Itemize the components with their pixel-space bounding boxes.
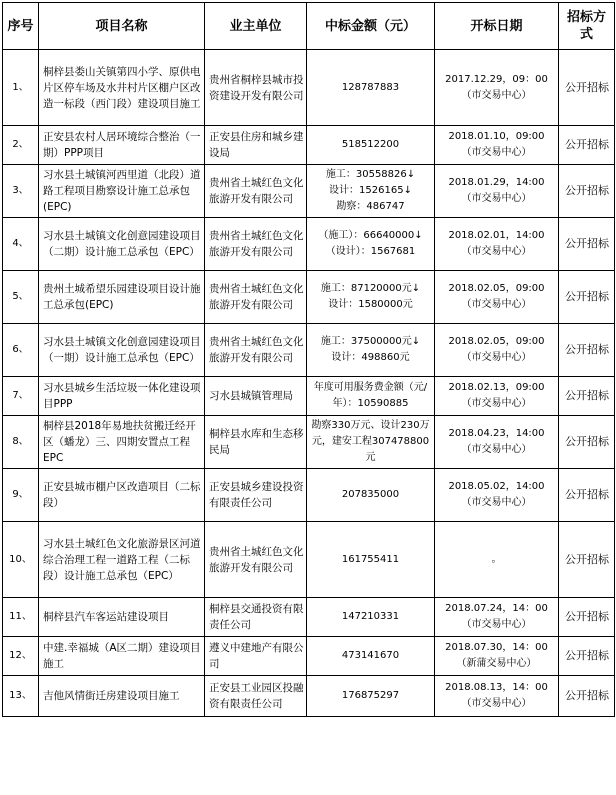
tender-method: 公开招标	[559, 324, 615, 377]
table-header	[3, 3, 615, 50]
row-index: 12、	[3, 637, 39, 676]
owner-unit: 习水县城镇管理局	[205, 377, 307, 416]
bid-amount-line: 施工：30558826↓	[325, 169, 416, 180]
owner-unit: 贵州省土城红色文化旅游开发有限公司	[205, 324, 307, 377]
table-row	[3, 676, 615, 717]
owner-unit: 桐梓县水库和生态移民局	[205, 416, 307, 469]
project-name: 习水县城乡生活垃圾一体化建设项目PPP	[39, 377, 205, 416]
project-name: 桐梓县娄山关镇第四小学、原供电片区停车场及水井村片区棚户区改造一标段（西门段）建设项目施工	[39, 50, 205, 126]
opening-date-line: 2018.04.23，14:00	[448, 428, 545, 439]
row-index: 9、	[3, 469, 39, 522]
bid-amount-line: 518512200	[341, 139, 400, 150]
bid-amount-line: 147210331	[341, 611, 400, 622]
bid-amount-line: 161755411	[341, 553, 400, 565]
opening-date	[435, 676, 559, 717]
table-row	[3, 522, 615, 598]
opening-date-line: 2017.12.29，09：00	[445, 73, 548, 85]
opening-date-line: （新蒲交易中心）	[456, 658, 537, 669]
opening-date-line: （市交易中心）	[461, 444, 532, 455]
row-index: 3、	[3, 165, 39, 218]
owner-unit: 贵州省土城红色文化旅游开发有限公司	[205, 165, 307, 218]
project-name: 习水县土城镇文化创意园建设项目（一期）设计施工总承包（EPC）	[39, 324, 205, 377]
opening-date-line: 2018.02.01，14:00	[448, 230, 545, 241]
row-index: 13、	[3, 676, 39, 717]
opening-date	[435, 165, 559, 218]
project-name: 桐梓县2018年易地扶贫搬迁经开区（蟠龙）三、四期安置点工程 EPC	[39, 416, 205, 469]
opening-date-line: 2018.07.24，14：00	[445, 603, 548, 614]
tender-method: 公开招标	[559, 598, 615, 637]
row-index: 4、	[3, 218, 39, 271]
row-index: 6、	[3, 324, 39, 377]
bid-amount-line: 设计：498860元	[331, 352, 410, 363]
bid-amount	[307, 50, 435, 126]
owner-unit: 正安县工业园区投融资有限责任公司	[205, 676, 307, 717]
bid-amount	[307, 598, 435, 637]
opening-date-line: 2018.01.10，09:00	[448, 131, 545, 142]
tender-method: 公开招标	[559, 637, 615, 676]
owner-unit: 正安县住房和城乡建设局	[205, 126, 307, 165]
tender-method: 公开招标	[559, 165, 615, 218]
opening-date-line: （市交易中心）	[461, 299, 532, 310]
row-index: 1、	[3, 50, 39, 126]
opening-date-line: （市交易中心）	[461, 147, 532, 158]
table-row	[3, 165, 615, 218]
bid-amount	[307, 165, 435, 218]
opening-date	[435, 377, 559, 416]
opening-date	[435, 218, 559, 271]
header-opening-date: 开标日期	[435, 3, 559, 50]
bid-amount	[307, 324, 435, 377]
project-name: 贵州土城希望乐园建设项目设计施工总承包(EPC)	[39, 271, 205, 324]
opening-date-line: （市交易中心）	[461, 398, 532, 409]
opening-date	[435, 637, 559, 676]
opening-date-line: 2018.01.29，14:00	[448, 177, 545, 188]
table-row	[3, 218, 615, 271]
table-row	[3, 324, 615, 377]
tender-method: 公开招标	[559, 416, 615, 469]
bid-amount-line: 128787883	[341, 81, 400, 93]
opening-date-line: （市交易中心）	[461, 246, 532, 257]
bid-amount-line: 施工：37500000元↓	[320, 336, 421, 347]
row-index: 7、	[3, 377, 39, 416]
tender-method: 公开招标	[559, 126, 615, 165]
bid-amount-line: 473141670	[341, 650, 400, 661]
tender-method: 公开招标	[559, 676, 615, 717]
tender-method: 公开招标	[559, 522, 615, 598]
header-tender-method: 招标方式	[559, 3, 615, 50]
row-index: 8、	[3, 416, 39, 469]
bid-amount-line: 施工：87120000元↓	[320, 283, 421, 294]
table-body	[3, 50, 615, 717]
project-name: 桐梓县汽车客运站建设项目	[39, 598, 205, 637]
bid-amount	[307, 637, 435, 676]
table-row	[3, 377, 615, 416]
opening-date-line: 。	[491, 553, 502, 565]
table-row	[3, 271, 615, 324]
project-name: 习水县土城红色文化旅游景区河道综合治理工程一道路工程（二标段）设计施工总承包（EPC）	[39, 522, 205, 598]
opening-date-line: 2018.07.30，14：00	[445, 642, 548, 653]
owner-unit: 正安县城乡建设投资有限责任公司	[205, 469, 307, 522]
opening-date	[435, 598, 559, 637]
bid-amount-line: （设计）：1567681	[325, 246, 416, 257]
project-name: 正安县城市棚户区改造项目（二标段）	[39, 469, 205, 522]
opening-date	[435, 324, 559, 377]
opening-date-line: 2018.08.13，14：00	[445, 682, 548, 693]
opening-date	[435, 522, 559, 598]
tender-method: 公开招标	[559, 469, 615, 522]
opening-date-line: （市交易中心）	[461, 698, 532, 709]
bid-amount-line: 勘察330万元、设计230万元，建安工程307478800元	[311, 420, 430, 463]
bid-amount-line: （施工）：66640000↓	[318, 230, 423, 241]
bid-amount-line: 207835000	[341, 489, 400, 500]
opening-date	[435, 469, 559, 522]
project-name: 吉他风情街迁房建设项目施工	[39, 676, 205, 717]
bid-amount	[307, 271, 435, 324]
bid-results-table	[2, 2, 615, 717]
opening-date-line: 2018.05.02，14:00	[448, 481, 545, 492]
bid-amount	[307, 469, 435, 522]
owner-unit: 贵州省桐梓县城市投资建设开发有限公司	[205, 50, 307, 126]
header-index: 序号	[3, 3, 39, 50]
opening-date	[435, 126, 559, 165]
owner-unit: 贵州省土城红色文化旅游开发有限公司	[205, 218, 307, 271]
bid-amount-line: 勘察：486747	[336, 201, 405, 212]
opening-date-line: （市交易中心）	[461, 89, 532, 101]
owner-unit: 贵州省土城红色文化旅游开发有限公司	[205, 522, 307, 598]
tender-method: 公开招标	[559, 377, 615, 416]
opening-date-line: 2018.02.05，09:00	[448, 283, 545, 294]
tender-method: 公开招标	[559, 218, 615, 271]
opening-date-line: （市交易中心）	[461, 193, 532, 204]
tender-method: 公开招标	[559, 271, 615, 324]
tender-method: 公开招标	[559, 50, 615, 126]
bid-amount	[307, 126, 435, 165]
bid-amount-line: 176875297	[341, 690, 400, 701]
opening-date-line: 2018.02.05，09:00	[448, 336, 545, 347]
project-name: 习水县土城镇河西里道（北段）道路工程项目勘察设计施工总承包(EPC)	[39, 165, 205, 218]
opening-date-line: （市交易中心）	[461, 619, 532, 630]
bid-amount	[307, 522, 435, 598]
project-name: 中建.幸福城（A区二期）建设项目施工	[39, 637, 205, 676]
opening-date-line: 2018.02.13，09:00	[448, 382, 545, 393]
table-row	[3, 416, 615, 469]
bid-amount-line: 设计：1580000元	[328, 299, 413, 310]
owner-unit: 桐梓县交通投资有限责任公司	[205, 598, 307, 637]
table-row	[3, 469, 615, 522]
header-project-name: 项目名称	[39, 3, 205, 50]
owner-unit: 遵义中建地产有限公司	[205, 637, 307, 676]
table-row	[3, 637, 615, 676]
row-index: 10、	[3, 522, 39, 598]
header-bid-amount: 中标金额（元）	[307, 3, 435, 50]
opening-date	[435, 271, 559, 324]
row-index: 5、	[3, 271, 39, 324]
opening-date	[435, 416, 559, 469]
table-row	[3, 598, 615, 637]
opening-date-line: （市交易中心）	[461, 352, 532, 363]
table-row	[3, 50, 615, 126]
bid-amount-line: 年度可用服务费金额（元/年）：10590885	[313, 382, 428, 409]
row-index: 2、	[3, 126, 39, 165]
row-index: 11、	[3, 598, 39, 637]
bid-amount	[307, 218, 435, 271]
table-row	[3, 126, 615, 165]
bid-amount	[307, 377, 435, 416]
owner-unit: 贵州省土城红色文化旅游开发有限公司	[205, 271, 307, 324]
bid-amount-line: 设计：1526165↓	[329, 185, 412, 196]
project-name: 正安县农村人居环境综合整治（一期）PPP项目	[39, 126, 205, 165]
bid-amount	[307, 676, 435, 717]
bid-amount	[307, 416, 435, 469]
opening-date-line: （市交易中心）	[461, 497, 532, 508]
opening-date	[435, 50, 559, 126]
project-name: 习水县土城镇文化创意园建设项目（二期）设计施工总承包（EPC）	[39, 218, 205, 271]
header-owner: 业主单位	[205, 3, 307, 50]
